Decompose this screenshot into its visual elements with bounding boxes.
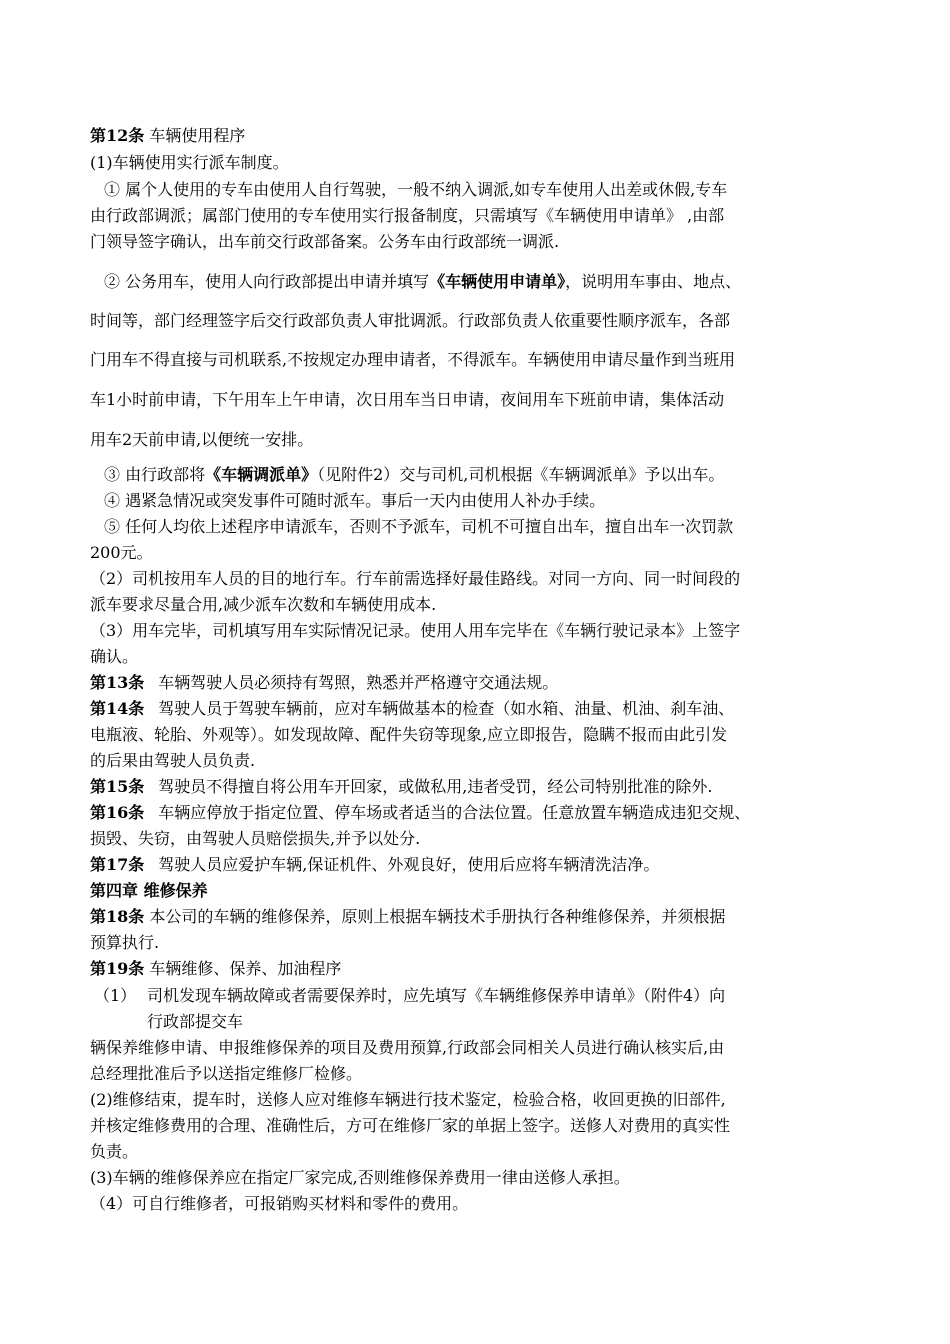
article-number: 第14条: [90, 699, 145, 718]
text-line: 时间等，部门经理签字后交行政部负责人审批调派。行政部负责人依重要性顺序派车，各部: [90, 311, 731, 330]
text-line: 预算执行.: [90, 933, 160, 952]
article-number: 第12条: [90, 126, 145, 145]
paragraph: (1)车辆使用实行派车制度。: [90, 153, 289, 172]
text-line: [104, 270, 741, 294]
text-line: 确认。: [90, 647, 139, 666]
article-number: 第15条: [90, 777, 145, 796]
text-line: 总经理批准后予以送指定维修厂检修。: [90, 1064, 363, 1083]
text-span: ③ 由行政部将: [104, 465, 206, 484]
article-number: 第17条: [90, 855, 145, 874]
text-span: 驾驶人员应爱护车辆,保证机件、外观良好，使用后应将车辆清洗洁净。: [158, 855, 660, 874]
text-line: 损毁、失窃，由驾驶人员赔偿损失,并予以处分.: [90, 829, 421, 848]
text-line: 门用车不得直接与司机联系,不按规定办理申请者，不得派车。车辆使用申请尽量作到当班用: [90, 350, 736, 369]
text-span: 驾驶人员于驾驶车辆前，应对车辆做基本的检查（如水箱、油量、机油、刹车油、: [158, 699, 735, 718]
article-number: 第19条: [90, 959, 145, 978]
article-number: 第13条: [90, 673, 145, 692]
text-line: 派车要求尽量合用,减少派车次数和车辆使用成本.: [90, 595, 437, 614]
text-line: （2）司机按用车人员的目的地行车。行车前需选择好最佳路线。对同一方向、同一时间段的: [90, 569, 741, 588]
text-span: ，说明用车事由、地点、: [565, 272, 742, 291]
text-line: （3）用车完毕，司机填写用车实际情况记录。使用人用车完毕在《车辆行驶记录本》上签字: [90, 621, 741, 640]
article-18: [90, 905, 725, 929]
text-line: ① 属个人使用的专车由使用人自行驾驶，一般不纳入调派,如专车使用人出差或休假,专车: [104, 180, 728, 199]
text-line: (2)维修结束，提车时，送修人应对维修车辆进行技术鉴定，检验合格，收回更换的旧部件,: [90, 1090, 726, 1109]
text-line: 司机发现车辆故障或者需要保养时，应先填写《车辆维修保养申请单》（附件4）向: [147, 986, 726, 1005]
text-line: 由行政部调派；属部门使用的专车使用实行报备制度，只需填写《车辆使用申请单》 ,由部: [90, 206, 725, 225]
article-number: 第18条: [90, 907, 145, 926]
article-19-heading: [90, 957, 341, 981]
article-title: 车辆使用程序: [149, 126, 246, 145]
text-line: 并核定维修费用的合理、准确性后，方可在维修厂家的单据上签字。送修人对费用的真实性: [90, 1116, 731, 1135]
text-line: 辆保养维修申请、申报维修保养的项目及费用预算,行政部会同相关人员进行确认核实后,由: [90, 1038, 725, 1057]
text-span: 车辆驾驶人员必须持有驾照，熟悉并严格遵守交通法规。: [158, 673, 559, 692]
form-name-bold: 《车辆调派单》: [205, 465, 318, 484]
text-line: 门领导签字确认，出车前交行政部备案。公务车由行政部统一调派.: [90, 232, 560, 251]
article-16: [90, 801, 750, 825]
chapter-heading: 第四章 维修保养: [90, 881, 208, 900]
text-span: （见附件2）交与司机,司机根据《车辆调派单》予以出车。: [317, 465, 725, 484]
text-line: 负责。: [90, 1142, 139, 1161]
text-line: ④ 遇紧急情况或突发事件可随时派车。事后一天内由使用人补办手续。: [104, 491, 606, 510]
article-number: 第16条: [90, 803, 145, 822]
list-number: （1）: [94, 986, 137, 1005]
text-span: 车辆应停放于指定位置、停车场或者适当的合法位置。任意放置车辆造成违犯交规、: [158, 803, 751, 822]
text-line: 电瓶液、轮胎、外观等）。如发现故障、配件失窃等现象,应立即报告，隐瞒不报而由此引发: [90, 725, 728, 744]
text-span: 驾驶员不得擅自将公用车开回家，或做私用,违者受罚，经公司特别批准的除外.: [158, 777, 713, 796]
text-line: 车1小时前申请，下午用车上午申请，次日用车当日申请，夜间用车下班前申请，集体活动: [90, 390, 725, 409]
text-line: 200元。: [90, 543, 153, 562]
article-12-heading: [90, 124, 245, 148]
text-span: ② 公务用车，使用人向行政部提出申请并填写: [104, 272, 430, 291]
text-line: [104, 463, 724, 487]
text-line: 的后果由驾驶人员负责.: [90, 751, 256, 770]
text-line: (3)车辆的维修保养应在指定厂家完成,否则维修保养费用一律由送修人承担。: [90, 1168, 630, 1187]
article-15: [90, 775, 712, 799]
text-line: 行政部提交车: [147, 1012, 244, 1031]
form-name-bold: 《车辆使用申请单》: [429, 272, 566, 291]
text-span: 本公司的车辆的维修保养，原则上根据车辆技术手册执行各种维修保养，并须根据: [149, 907, 726, 926]
text-line: ⑤ 任何人均依上述程序申请派车，否则不予派车，司机不可擅自出车，擅自出车一次罚款: [104, 517, 734, 536]
article-title: 车辆维修、保养、加油程序: [149, 959, 342, 978]
text-line: （4）可自行维修者，可报销购买材料和零件的费用。: [90, 1194, 469, 1213]
article-17: [90, 853, 659, 877]
article-13: [90, 671, 558, 695]
text-line: 用车2天前申请,以便统一安排。: [90, 430, 314, 449]
article-14: [90, 697, 734, 721]
